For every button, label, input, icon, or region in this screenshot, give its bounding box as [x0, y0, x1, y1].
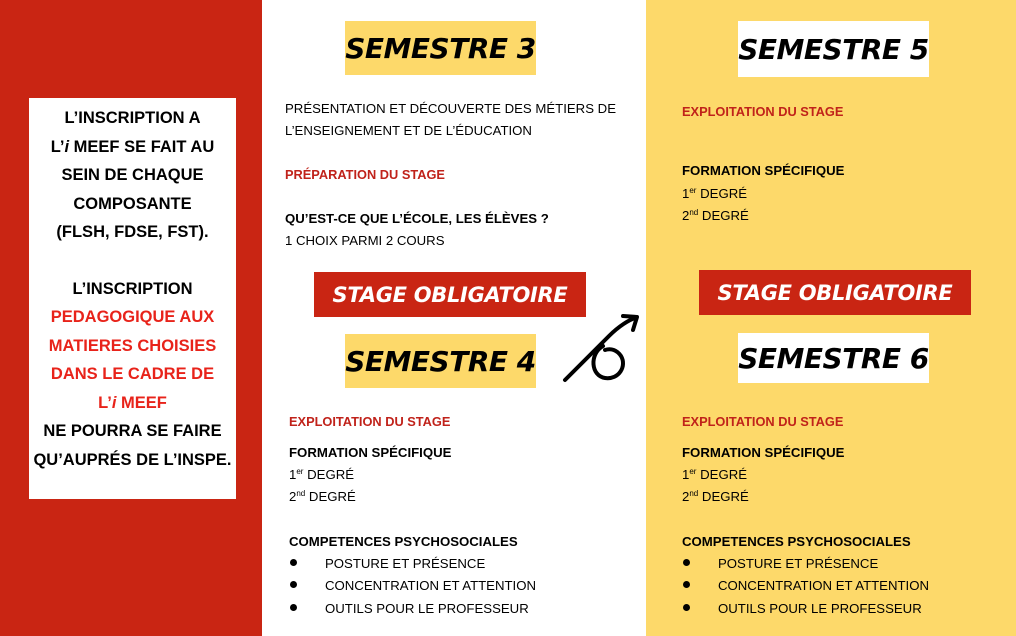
degree-number: 1: [682, 467, 690, 482]
semestre-4-formation-heading: FORMATION SPÉCIFIQUE: [289, 445, 452, 460]
info-line: (FLSH, FDSE, FST).: [56, 223, 209, 241]
semestre-4-degree-1: [289, 467, 354, 482]
info-line-highlight: DANS LE CADRE DE: [50, 365, 215, 383]
degree-suffix: nd: [689, 489, 699, 498]
info-line: NE POURRA SE FAIRE: [43, 422, 222, 440]
semestre-4-bullet-item: [290, 578, 536, 593]
degree-suffix: er: [689, 186, 697, 195]
info-line: L’INSCRIPTION: [72, 279, 193, 298]
degree-suffix: er: [689, 467, 697, 476]
semestre-3-choice: 1 CHOIX PARMI 2 COURS: [285, 233, 445, 248]
info-line: L’INSCRIPTION A: [64, 109, 201, 127]
semestre-4-competences-heading: COMPETENCES PSYCHOSOCIALES: [289, 534, 518, 549]
degree-number: 1: [289, 467, 297, 482]
bullet-dot-icon: [683, 581, 690, 588]
semestre-5-exploit-heading: EXPLOITATION DU STAGE: [682, 104, 844, 119]
info-text: L’: [98, 393, 112, 412]
info-text-italic: i: [64, 137, 70, 156]
bullet-text: POSTURE ET PRÉSENCE: [718, 556, 879, 571]
degree-text: DEGRÉ: [698, 208, 749, 223]
info-line: COMPOSANTE: [73, 194, 192, 213]
semestre-6-competences-heading: COMPETENCES PSYCHOSOCIALES: [682, 534, 911, 549]
curved-arrow-icon: [555, 308, 645, 388]
info-text: MEEF SE FAIT AU: [69, 137, 215, 156]
degree-text: DEGRÉ: [303, 467, 355, 482]
semestre-3-title: SEMESTRE 3: [345, 21, 536, 75]
bullet-dot-icon: [290, 581, 297, 588]
info-text: MEEF: [116, 393, 167, 412]
degree-number: 2: [682, 489, 690, 504]
stage-obligatoire-banner-left: STAGE OBLIGATOIRE: [314, 272, 586, 317]
semestre-6-bullet-item: [683, 601, 922, 616]
bullet-text: OUTILS POUR LE PROFESSEUR: [325, 601, 529, 616]
degree-text: DEGRÉ: [305, 489, 356, 504]
info-text-italic: i: [111, 393, 117, 412]
semestre-4-title: SEMESTRE 4: [345, 334, 536, 388]
semestre-4-bullet-item: [290, 601, 529, 616]
degree-number: 2: [682, 208, 690, 223]
degree-number: 2: [289, 489, 297, 504]
degree-text: DEGRÉ: [696, 186, 748, 201]
degree-suffix: er: [296, 467, 304, 476]
bullet-text: OUTILS POUR LE PROFESSEUR: [718, 601, 922, 616]
degree-text: DEGRÉ: [696, 467, 748, 482]
semestre-3-intro: PRÉSENTATION ET DÉCOUVERTE DES MÉTIERS DE L’ENSEIGNEMENT ET DE L’ÉDUCATION: [285, 101, 616, 138]
semestre-3-prep-heading: PRÉPARATION DU STAGE: [285, 167, 445, 182]
info-line: [29, 133, 236, 162]
bullet-dot-icon: [290, 604, 297, 611]
bullet-text: CONCENTRATION ET ATTENTION: [718, 578, 930, 593]
semestre-4-bullet-item: [290, 556, 485, 571]
bullet-dot-icon: [290, 559, 297, 566]
info-line-highlight: MATIERES CHOISIES: [48, 336, 217, 355]
degree-text: DEGRÉ: [698, 489, 749, 504]
semestre-6-formation-heading: FORMATION SPÉCIFIQUE: [682, 445, 845, 460]
bullet-text: POSTURE ET PRÉSENCE: [325, 556, 486, 571]
degree-number: 1: [682, 186, 690, 201]
semestre-5-formation-heading: FORMATION SPÉCIFIQUE: [682, 163, 845, 178]
semestre-6-degree-2: [682, 489, 749, 504]
semestre-6-exploit-heading: EXPLOITATION DU STAGE: [682, 414, 844, 429]
semestre-6-title: SEMESTRE 6: [738, 333, 929, 383]
bullet-dot-icon: [683, 559, 690, 566]
semestre-5-degree-2: [682, 208, 749, 223]
info-line: QU’AUPRÉS DE L’INSPE.: [33, 450, 232, 469]
semestre-6-bullet-item: [683, 578, 929, 593]
info-line: SEIN DE CHAQUE: [61, 166, 204, 184]
info-line-highlight: PEDAGOGIQUE AUX: [50, 308, 215, 326]
semestre-6-degree-1: [682, 467, 747, 482]
inscription-info-box: [29, 98, 236, 499]
semestre-4-degree-2: [289, 489, 356, 504]
bullet-dot-icon: [683, 604, 690, 611]
stage-obligatoire-banner-right: STAGE OBLIGATOIRE: [699, 270, 971, 315]
info-spacer: [29, 247, 236, 275]
semestre-4-exploit-heading: EXPLOITATION DU STAGE: [289, 414, 451, 429]
degree-suffix: nd: [689, 208, 699, 217]
semestre-6-bullet-item: [683, 556, 878, 571]
semestre-5-degree-1: [682, 186, 747, 201]
degree-suffix: nd: [296, 489, 306, 498]
info-text: L’: [50, 137, 65, 156]
bullet-text: CONCENTRATION ET ATTENTION: [325, 578, 537, 593]
semestre-5-title: SEMESTRE 5: [738, 21, 929, 77]
semestre-3-question: QU’EST-CE QUE L’ÉCOLE, LES ÉLÈVES ?: [285, 211, 549, 226]
info-line-highlight: [29, 389, 236, 418]
